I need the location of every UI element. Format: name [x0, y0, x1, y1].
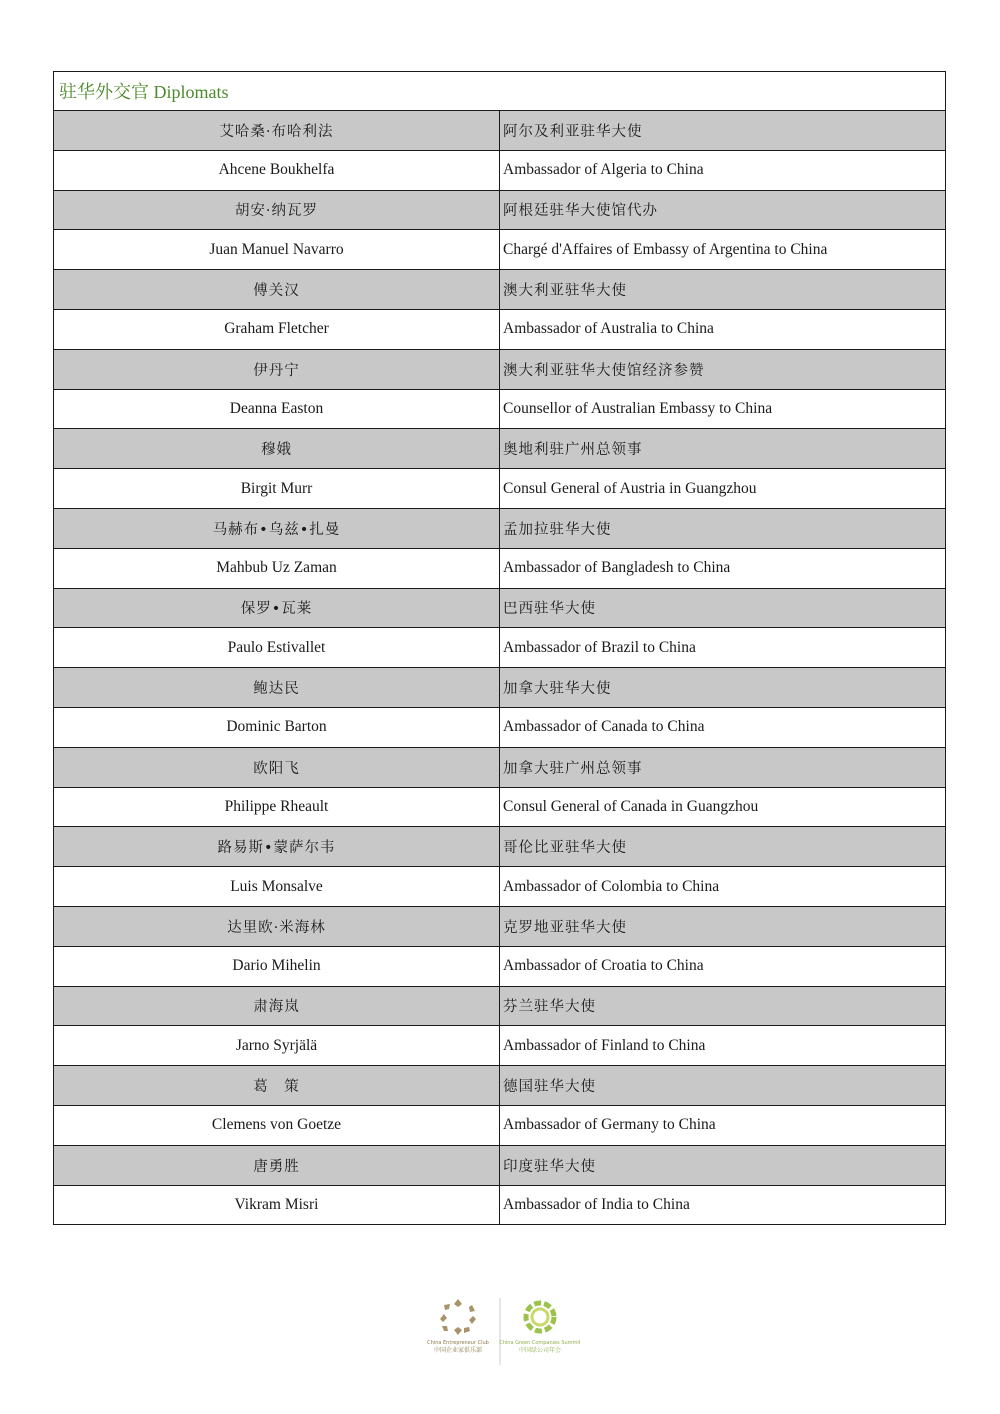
chinese-title: 哥伦比亚驻华大使	[500, 827, 946, 867]
left-logo-zh: 中国企业家俱乐部	[433, 1347, 483, 1354]
chinese-name: 葛 策	[54, 1066, 500, 1106]
english-title: Ambassador of Bangladesh to China	[500, 548, 946, 588]
english-name: Jarno Syrjälä	[54, 1026, 500, 1066]
china-green-companies-logo	[499, 1303, 580, 1354]
english-title: Ambassador of Algeria to China	[500, 150, 946, 190]
english-name: Dominic Barton	[54, 707, 500, 747]
table-row-english	[54, 946, 946, 986]
english-name: Juan Manuel Navarro	[54, 230, 500, 270]
table-row-chinese	[54, 986, 946, 1026]
chinese-name: 路易斯•蒙萨尔韦	[54, 827, 500, 867]
table-row-chinese	[54, 1066, 946, 1106]
english-title: Ambassador of Croatia to China	[500, 946, 946, 986]
english-name: Clemens von Goetze	[54, 1105, 500, 1145]
right-logo-zh: 中国绿公司年会	[518, 1347, 562, 1354]
table-row-chinese	[54, 747, 946, 787]
english-title: Consul General of Austria in Guangzhou	[500, 469, 946, 509]
chinese-title: 巴西驻华大使	[500, 588, 946, 628]
table-row-english	[54, 1185, 946, 1225]
diplomats-table	[53, 71, 946, 1225]
table-row-english	[54, 1026, 946, 1066]
section-title: 驻华外交官 Diplomats	[54, 72, 946, 111]
chinese-title: 阿根廷驻华大使馆代办	[500, 190, 946, 230]
chinese-name: 鲍达民	[54, 668, 500, 708]
chinese-title: 印度驻华大使	[500, 1145, 946, 1185]
chinese-title: 德国驻华大使	[500, 1066, 946, 1106]
english-name: Paulo Estivallet	[54, 628, 500, 668]
table-row-english	[54, 230, 946, 270]
table-row-chinese	[54, 111, 946, 151]
english-name: Mahbub Uz Zaman	[54, 548, 500, 588]
table-row-chinese	[54, 1145, 946, 1185]
english-name: Birgit Murr	[54, 469, 500, 509]
right-logo-en: China Green Companies Summit	[499, 1340, 580, 1346]
english-name: Dario Mihelin	[54, 946, 500, 986]
chinese-name: 伊丹宁	[54, 349, 500, 389]
chinese-title: 澳大利亚驻华大使馆经济参赞	[500, 349, 946, 389]
english-title: Ambassador of Brazil to China	[500, 628, 946, 668]
english-title: Ambassador of Australia to China	[500, 309, 946, 349]
english-title: Ambassador of India to China	[500, 1185, 946, 1225]
chinese-title: 克罗地亚驻华大使	[500, 906, 946, 946]
english-name: Deanna Easton	[54, 389, 500, 429]
table-row-english	[54, 628, 946, 668]
english-title: Ambassador of Germany to China	[500, 1105, 946, 1145]
china-entrepreneur-club-logo	[427, 1299, 489, 1354]
chinese-name: 达里欧·米海林	[54, 906, 500, 946]
chinese-name: 穆娥	[54, 429, 500, 469]
chinese-name: 保罗•瓦莱	[54, 588, 500, 628]
table-row-chinese	[54, 190, 946, 230]
left-logo-en: China Entrepreneur Club	[427, 1340, 489, 1346]
footer-logo-svg	[420, 1295, 580, 1370]
footer-logos	[420, 1295, 580, 1370]
english-title: Ambassador of Canada to China	[500, 707, 946, 747]
chinese-name: 马赫布•乌兹•扎曼	[54, 508, 500, 548]
chinese-title: 孟加拉驻华大使	[500, 508, 946, 548]
table-row-chinese	[54, 668, 946, 708]
table-row-english	[54, 707, 946, 747]
chinese-name: 傅关汉	[54, 270, 500, 310]
table-row-english	[54, 1105, 946, 1145]
table-row-english	[54, 389, 946, 429]
table-row-chinese	[54, 349, 946, 389]
table-row-chinese	[54, 827, 946, 867]
table-header-row	[54, 72, 946, 111]
english-name: Luis Monsalve	[54, 867, 500, 907]
english-name: Philippe Rheault	[54, 787, 500, 827]
chinese-name: 艾哈桑·布哈利法	[54, 111, 500, 151]
table-row-chinese	[54, 429, 946, 469]
chinese-title: 加拿大驻广州总领事	[500, 747, 946, 787]
english-name: Graham Fletcher	[54, 309, 500, 349]
chinese-title: 芬兰驻华大使	[500, 986, 946, 1026]
table-row-chinese	[54, 508, 946, 548]
english-title: Ambassador of Colombia to China	[500, 867, 946, 907]
table-row-english	[54, 309, 946, 349]
table-row-chinese	[54, 270, 946, 310]
table-row-english	[54, 150, 946, 190]
table-row-english	[54, 787, 946, 827]
chinese-name: 唐勇胜	[54, 1145, 500, 1185]
chinese-title: 奥地利驻广州总领事	[500, 429, 946, 469]
chinese-title: 加拿大驻华大使	[500, 668, 946, 708]
chinese-title: 阿尔及利亚驻华大使	[500, 111, 946, 151]
chinese-title: 澳大利亚驻华大使	[500, 270, 946, 310]
chinese-name: 胡安·纳瓦罗	[54, 190, 500, 230]
chinese-name: 欧阳飞	[54, 747, 500, 787]
table-row-english	[54, 469, 946, 509]
table-row-english	[54, 867, 946, 907]
english-name: Ahcene Boukhelfa	[54, 150, 500, 190]
english-title: Chargé d'Affaires of Embassy of Argentina to China	[500, 230, 946, 270]
english-title: Consul General of Canada in Guangzhou	[500, 787, 946, 827]
english-title: Counsellor of Australian Embassy to China	[500, 389, 946, 429]
table-row-chinese	[54, 906, 946, 946]
english-name: Vikram Misri	[54, 1185, 500, 1225]
table-row-english	[54, 548, 946, 588]
english-title: Ambassador of Finland to China	[500, 1026, 946, 1066]
table-row-chinese	[54, 588, 946, 628]
chinese-name: 肃海岚	[54, 986, 500, 1026]
